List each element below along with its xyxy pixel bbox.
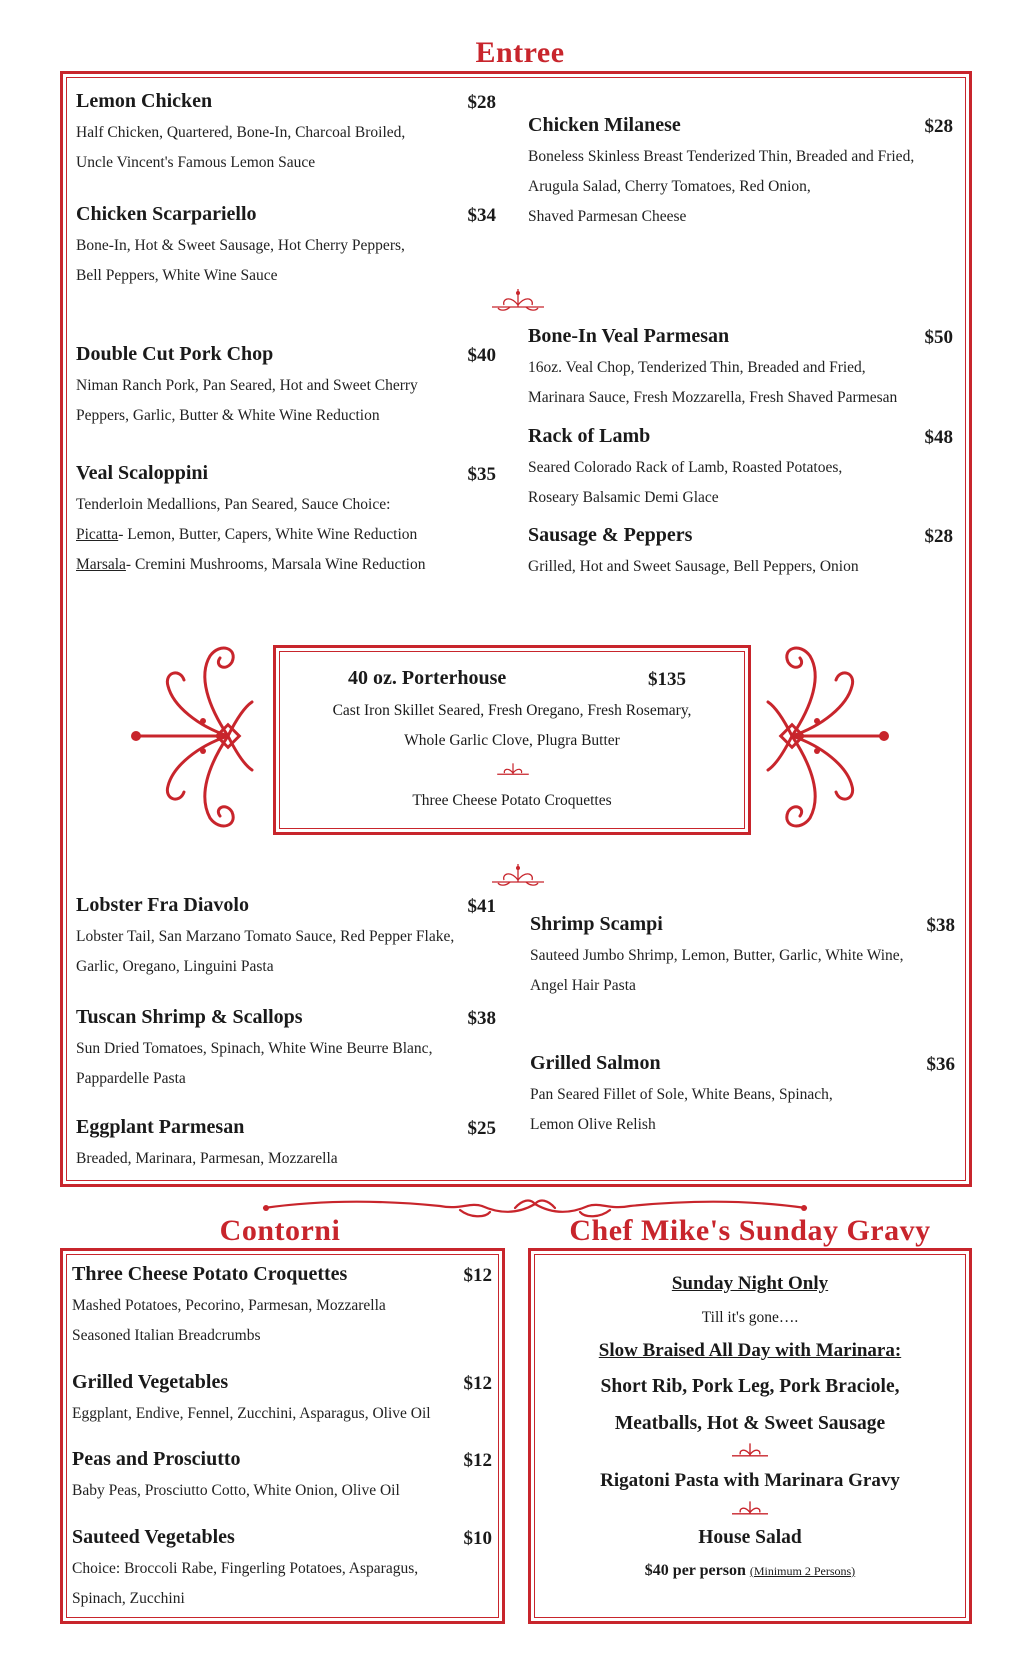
gravy-night: Sunday Night Only <box>671 1273 829 1294</box>
item-price: $34 <box>467 205 496 226</box>
item-desc: Lemon Olive Relish <box>530 1116 656 1133</box>
item-price: $50 <box>924 327 953 348</box>
sauce-label: Picatta <box>76 526 119 543</box>
gravy-price-line <box>528 1562 972 1580</box>
item-desc: Seared Colorado Rack of Lamb, Roasted Potatoes, <box>528 459 843 476</box>
menu-item <box>528 114 953 232</box>
item-name: Bone-In Veal Parmesan <box>528 325 730 347</box>
item-desc: Choice: Broccoli Rabe, Fingerling Potatoes, Asparagus, <box>72 1560 419 1577</box>
gravy-meats: Short Rib, Pork Leg, Pork Braciole, <box>600 1376 900 1397</box>
menu-item <box>76 343 496 431</box>
divider-ornament-icon <box>490 862 546 888</box>
divider-ornament-icon <box>730 1442 770 1460</box>
menu-item <box>528 425 953 513</box>
item-desc: Spinach, Zucchini <box>72 1590 185 1607</box>
contorni-title: Contorni <box>219 1214 341 1247</box>
porterhouse-price: $135 <box>648 669 686 690</box>
item-name: Sausage & Peppers <box>528 524 693 546</box>
porterhouse-side: Three Cheese Potato Croquettes <box>412 792 612 809</box>
gravy-till: Till it's gone…. <box>701 1309 799 1326</box>
item-price: $35 <box>467 464 496 485</box>
item-price: $10 <box>463 1528 492 1549</box>
entree-title: Entree <box>475 36 565 69</box>
item-name: Chicken Milanese <box>528 114 681 136</box>
item-name: Peas and Prosciutto <box>72 1448 241 1470</box>
item-desc: Bell Peppers, White Wine Sauce <box>76 267 278 284</box>
gravy-salad: House Salad <box>698 1527 802 1548</box>
item-desc: Angel Hair Pasta <box>530 977 636 994</box>
menu-item <box>76 203 496 291</box>
gravy-braised: Slow Braised All Day with Marinara: <box>598 1340 902 1361</box>
item-desc: Uncle Vincent's Famous Lemon Sauce <box>76 154 316 171</box>
menu-item <box>72 1371 492 1429</box>
menu-item <box>72 1263 492 1351</box>
item-price: $38 <box>926 915 955 936</box>
gravy-pasta: Rigatoni Pasta with Marinara Gravy <box>600 1470 900 1491</box>
item-name: Sauteed Vegetables <box>72 1526 235 1548</box>
item-desc: Garlic, Oregano, Linguini Pasta <box>76 958 274 975</box>
item-price: $41 <box>467 896 496 917</box>
divider-ornament-icon <box>730 1500 770 1518</box>
item-desc: Mashed Potatoes, Pecorino, Parmesan, Mozzarella <box>72 1297 386 1314</box>
item-price: $40 <box>467 345 496 366</box>
item-desc: Arugula Salad, Cherry Tomatoes, Red Onion, <box>528 178 811 195</box>
item-price: $28 <box>924 526 953 547</box>
item-price: $28 <box>924 116 953 137</box>
item-name: Shrimp Scampi <box>530 913 663 935</box>
divider-ornament-icon <box>490 287 546 313</box>
item-name: Lemon Chicken <box>76 90 213 112</box>
item-name: Tuscan Shrimp & Scallops <box>76 1006 303 1028</box>
sauce-option <box>76 550 496 580</box>
sauce-text: - Lemon, Butter, Capers, White Wine Reduction <box>118 526 418 543</box>
item-desc: Pappardelle Pasta <box>76 1070 186 1087</box>
menu-item <box>72 1526 492 1614</box>
menu-item <box>76 90 496 178</box>
menu-item <box>76 462 496 580</box>
gravy-minimum: (Minimum 2 Persons) <box>749 1564 856 1578</box>
gravy-title: Chef Mike's Sunday Gravy <box>569 1214 931 1247</box>
item-desc: Bone-In, Hot & Sweet Sausage, Hot Cherry Peppers, <box>76 237 405 254</box>
item-desc: Sauteed Jumbo Shrimp, Lemon, Butter, Garlic, White Wine, <box>530 947 904 964</box>
menu-item <box>528 524 953 582</box>
item-desc: Roseary Balsamic Demi Glace <box>528 489 719 506</box>
item-price: $28 <box>467 92 496 113</box>
gravy-price: $40 per person <box>644 1562 746 1579</box>
item-desc: Shaved Parmesan Cheese <box>528 208 687 225</box>
item-desc: Eggplant, Endive, Fennel, Zucchini, Asparagus, Olive Oil <box>72 1405 431 1422</box>
gravy-meats: Meatballs, Hot & Sweet Sausage <box>614 1413 886 1434</box>
item-desc: Niman Ranch Pork, Pan Seared, Hot and Sweet Cherry <box>76 377 418 394</box>
menu-item <box>530 913 955 1001</box>
item-desc: Breaded, Marinara, Parmesan, Mozzarella <box>76 1150 338 1167</box>
sauce-label: Marsala <box>76 556 126 573</box>
item-desc: Marinara Sauce, Fresh Mozzarella, Fresh Shaved Parmesan <box>528 389 898 406</box>
item-price: $25 <box>467 1118 496 1139</box>
divider-ornament-icon <box>496 762 530 778</box>
item-desc: Pan Seared Fillet of Sole, White Beans, Spinach, <box>530 1086 833 1103</box>
item-name: Grilled Vegetables <box>72 1371 229 1393</box>
item-name: Double Cut Pork Chop <box>76 343 274 365</box>
item-desc: Lobster Tail, San Marzano Tomato Sauce, Red Pepper Flake, <box>76 928 455 945</box>
item-desc: Grilled, Hot and Sweet Sausage, Bell Peppers, Onion <box>528 558 859 575</box>
item-name: Grilled Salmon <box>530 1052 661 1074</box>
item-desc: Tenderloin Medallions, Pan Seared, Sauce Choice: <box>76 496 391 513</box>
item-name: Three Cheese Potato Croquettes <box>72 1263 348 1285</box>
porterhouse-desc: Cast Iron Skillet Seared, Fresh Oregano, Fresh Rosemary, <box>332 702 692 719</box>
item-desc: Boneless Skinless Breast Tenderized Thin, Breaded and Fried, <box>528 148 915 165</box>
item-price: $48 <box>924 427 953 448</box>
item-name: Lobster Fra Diavolo <box>76 894 249 916</box>
item-desc: Sun Dried Tomatoes, Spinach, White Wine Beurre Blanc, <box>76 1040 433 1057</box>
item-name: Veal Scaloppini <box>76 462 209 484</box>
sauce-option <box>76 520 496 550</box>
item-desc: Peppers, Garlic, Butter & White Wine Reduction <box>76 407 380 424</box>
item-price: $36 <box>926 1054 955 1075</box>
porterhouse-name: 40 oz. Porterhouse <box>348 667 507 689</box>
filigree-left-icon <box>128 636 258 841</box>
menu-item <box>76 1116 496 1174</box>
menu-item <box>76 894 496 982</box>
item-price: $12 <box>463 1265 492 1286</box>
item-name: Eggplant Parmesan <box>76 1116 245 1138</box>
item-desc: Seasoned Italian Breadcrumbs <box>72 1327 261 1344</box>
item-price: $38 <box>467 1008 496 1029</box>
item-desc: Baby Peas, Prosciutto Cotto, White Onion, Olive Oil <box>72 1482 400 1499</box>
filigree-right-icon <box>762 636 892 841</box>
item-desc: 16oz. Veal Chop, Tenderized Thin, Breaded and Fried, <box>528 359 866 376</box>
item-price: $12 <box>463 1450 492 1471</box>
item-desc: Half Chicken, Quartered, Bone-In, Charcoal Broiled, <box>76 124 406 141</box>
menu-item <box>528 325 953 413</box>
menu-item <box>530 1052 955 1140</box>
item-price: $12 <box>463 1373 492 1394</box>
sauce-text: - Cremini Mushrooms, Marsala Wine Reduction <box>125 556 426 573</box>
item-name: Chicken Scarpariello <box>76 203 257 225</box>
menu-item <box>76 1006 496 1094</box>
menu-item <box>72 1448 492 1506</box>
item-name: Rack of Lamb <box>528 425 651 447</box>
porterhouse-desc: Whole Garlic Clove, Plugra Butter <box>404 732 620 749</box>
